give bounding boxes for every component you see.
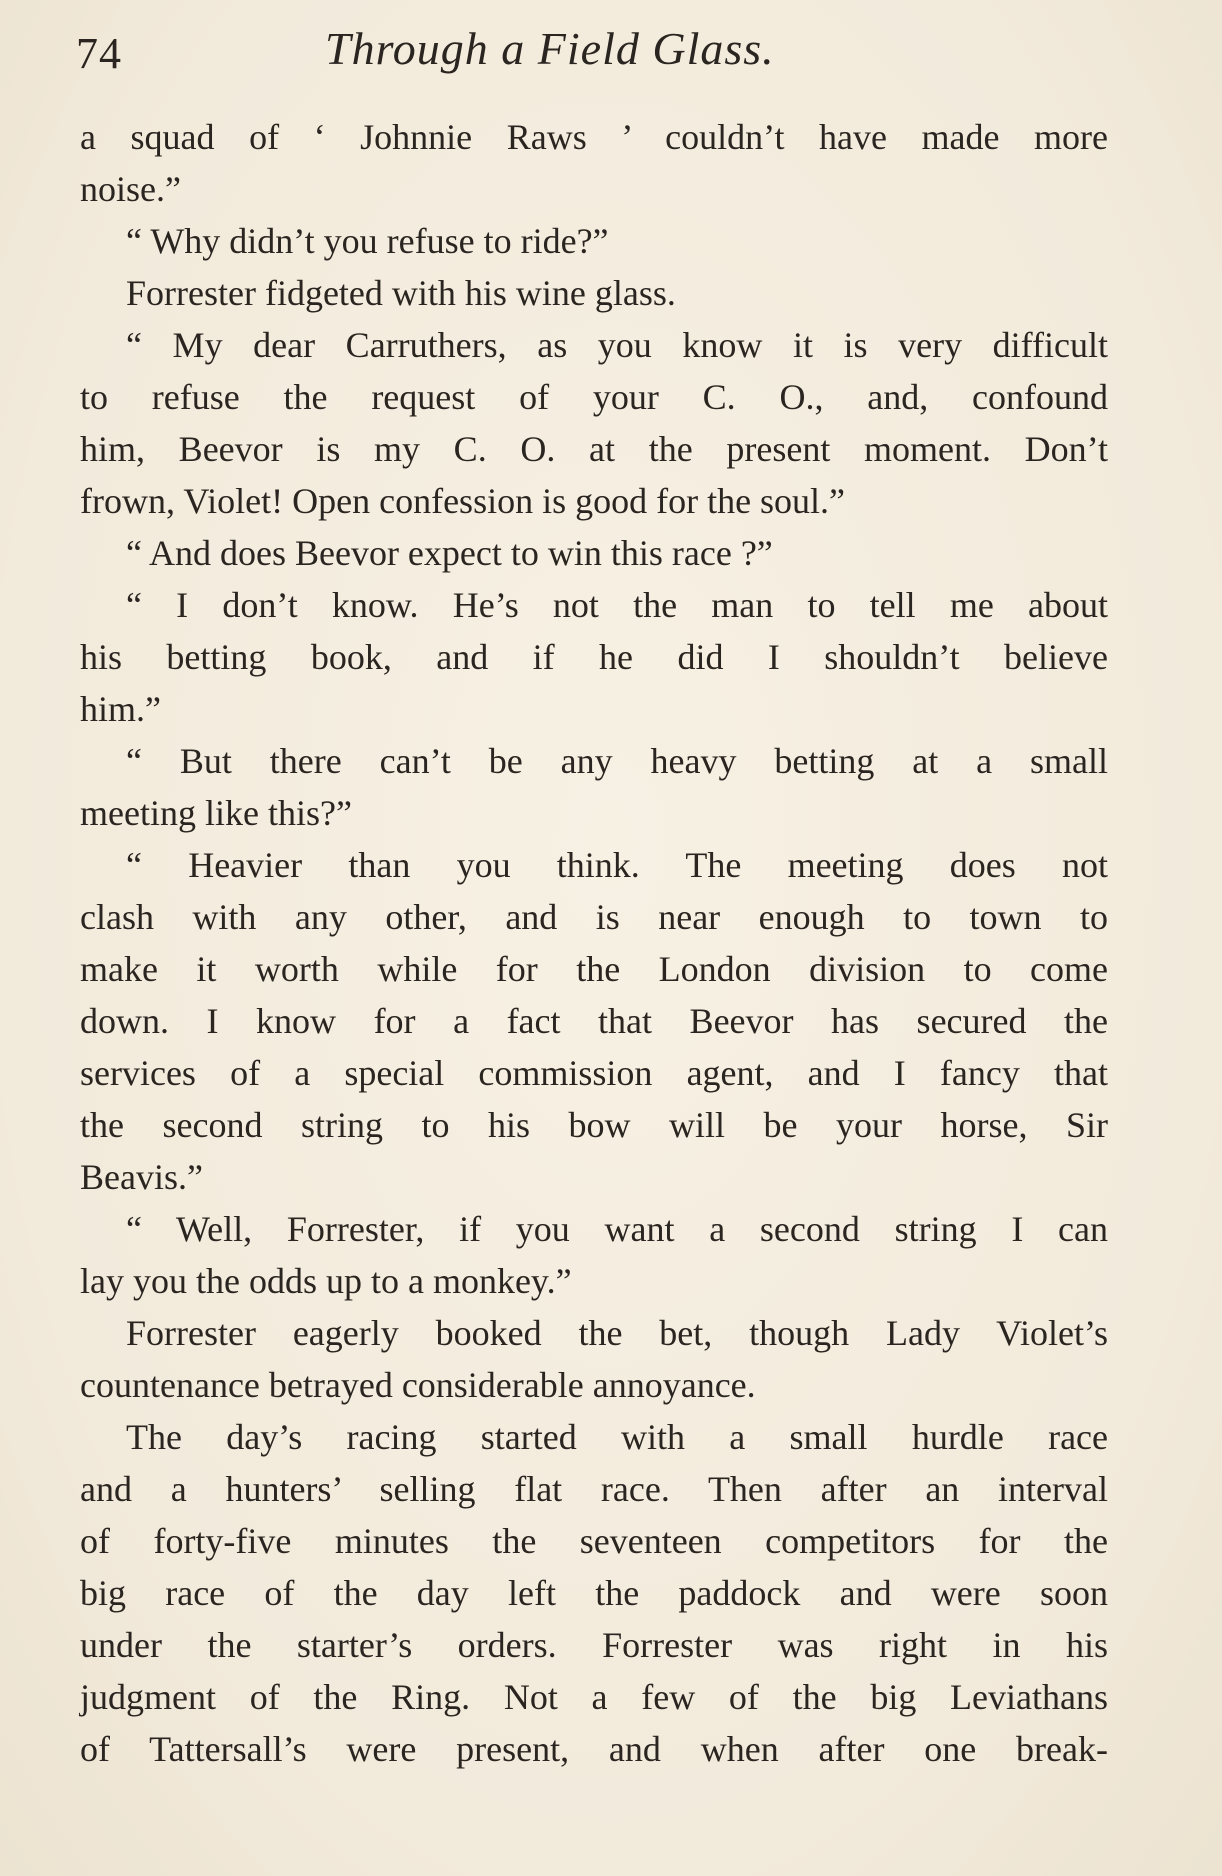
text-line: “ But there can’t be any heavy betting at a small bbox=[126, 741, 1108, 781]
text-line: him, Beevor is my C. O. at the present moment. Don’t bbox=[80, 429, 1108, 469]
text-line: Forrester eagerly booked the bet, though Lady Violet’s bbox=[126, 1313, 1108, 1353]
text-line: and a hunters’ selling flat race. Then after an interval bbox=[80, 1469, 1108, 1509]
text-line: him.” bbox=[80, 689, 161, 729]
text-line: “ My dear Carruthers, as you know it is very difficult bbox=[126, 325, 1108, 365]
page-number: 74 bbox=[76, 29, 122, 78]
body-text bbox=[80, 111, 1108, 1775]
text-line: meeting like this?” bbox=[80, 793, 352, 833]
text-line: down. I know for a fact that Beevor has secured the bbox=[80, 1001, 1108, 1041]
text-line: The day’s racing started with a small hurdle race bbox=[126, 1417, 1108, 1457]
text-line: clash with any other, and is near enough to town to bbox=[80, 897, 1108, 937]
text-line: of Tattersall’s were present, and when after one break- bbox=[80, 1729, 1108, 1769]
text-line: noise.” bbox=[80, 169, 181, 209]
text-line: the second string to his bow will be your horse, Sir bbox=[80, 1105, 1108, 1145]
text-line: make it worth while for the London division to come bbox=[80, 949, 1108, 989]
text-line: “ Well, Forrester, if you want a second string I can bbox=[126, 1209, 1108, 1249]
page-header bbox=[0, 22, 1222, 92]
text-line: lay you the odds up to a monkey.” bbox=[80, 1261, 572, 1301]
text-line: “ Why didn’t you refuse to ride?” bbox=[126, 221, 609, 261]
text-line: under the starter’s orders. Forrester was right in his bbox=[80, 1625, 1108, 1665]
text-line: to refuse the request of your C. O., and, confound bbox=[80, 377, 1108, 417]
text-line: services of a special commission agent, and I fancy that bbox=[80, 1053, 1108, 1093]
text-line: “ Heavier than you think. The meeting does not bbox=[126, 845, 1108, 885]
text-line: Beavis.” bbox=[80, 1157, 203, 1197]
text-line: Forrester fidgeted with his wine glass. bbox=[126, 273, 676, 313]
text-line: of forty-five minutes the seventeen competitors for the bbox=[80, 1521, 1108, 1561]
text-line: big race of the day left the paddock and were soon bbox=[80, 1573, 1108, 1613]
text-line: countenance betrayed considerable annoyance. bbox=[80, 1365, 756, 1405]
text-line: frown, Violet! Open confession is good for the soul.” bbox=[80, 481, 846, 521]
text-line: a squad of ‘ Johnnie Raws ’ couldn’t have made more bbox=[80, 117, 1108, 157]
text-line: “ I don’t know. He’s not the man to tell me about bbox=[126, 585, 1108, 625]
text-line: judgment of the Ring. Not a few of the big Leviathans bbox=[80, 1677, 1108, 1717]
running-title: Through a Field Glass. bbox=[325, 23, 775, 74]
text-line: his betting book, and if he did I shouldn’t believe bbox=[80, 637, 1108, 677]
text-line: “ And does Beevor expect to win this race ?” bbox=[126, 533, 773, 573]
